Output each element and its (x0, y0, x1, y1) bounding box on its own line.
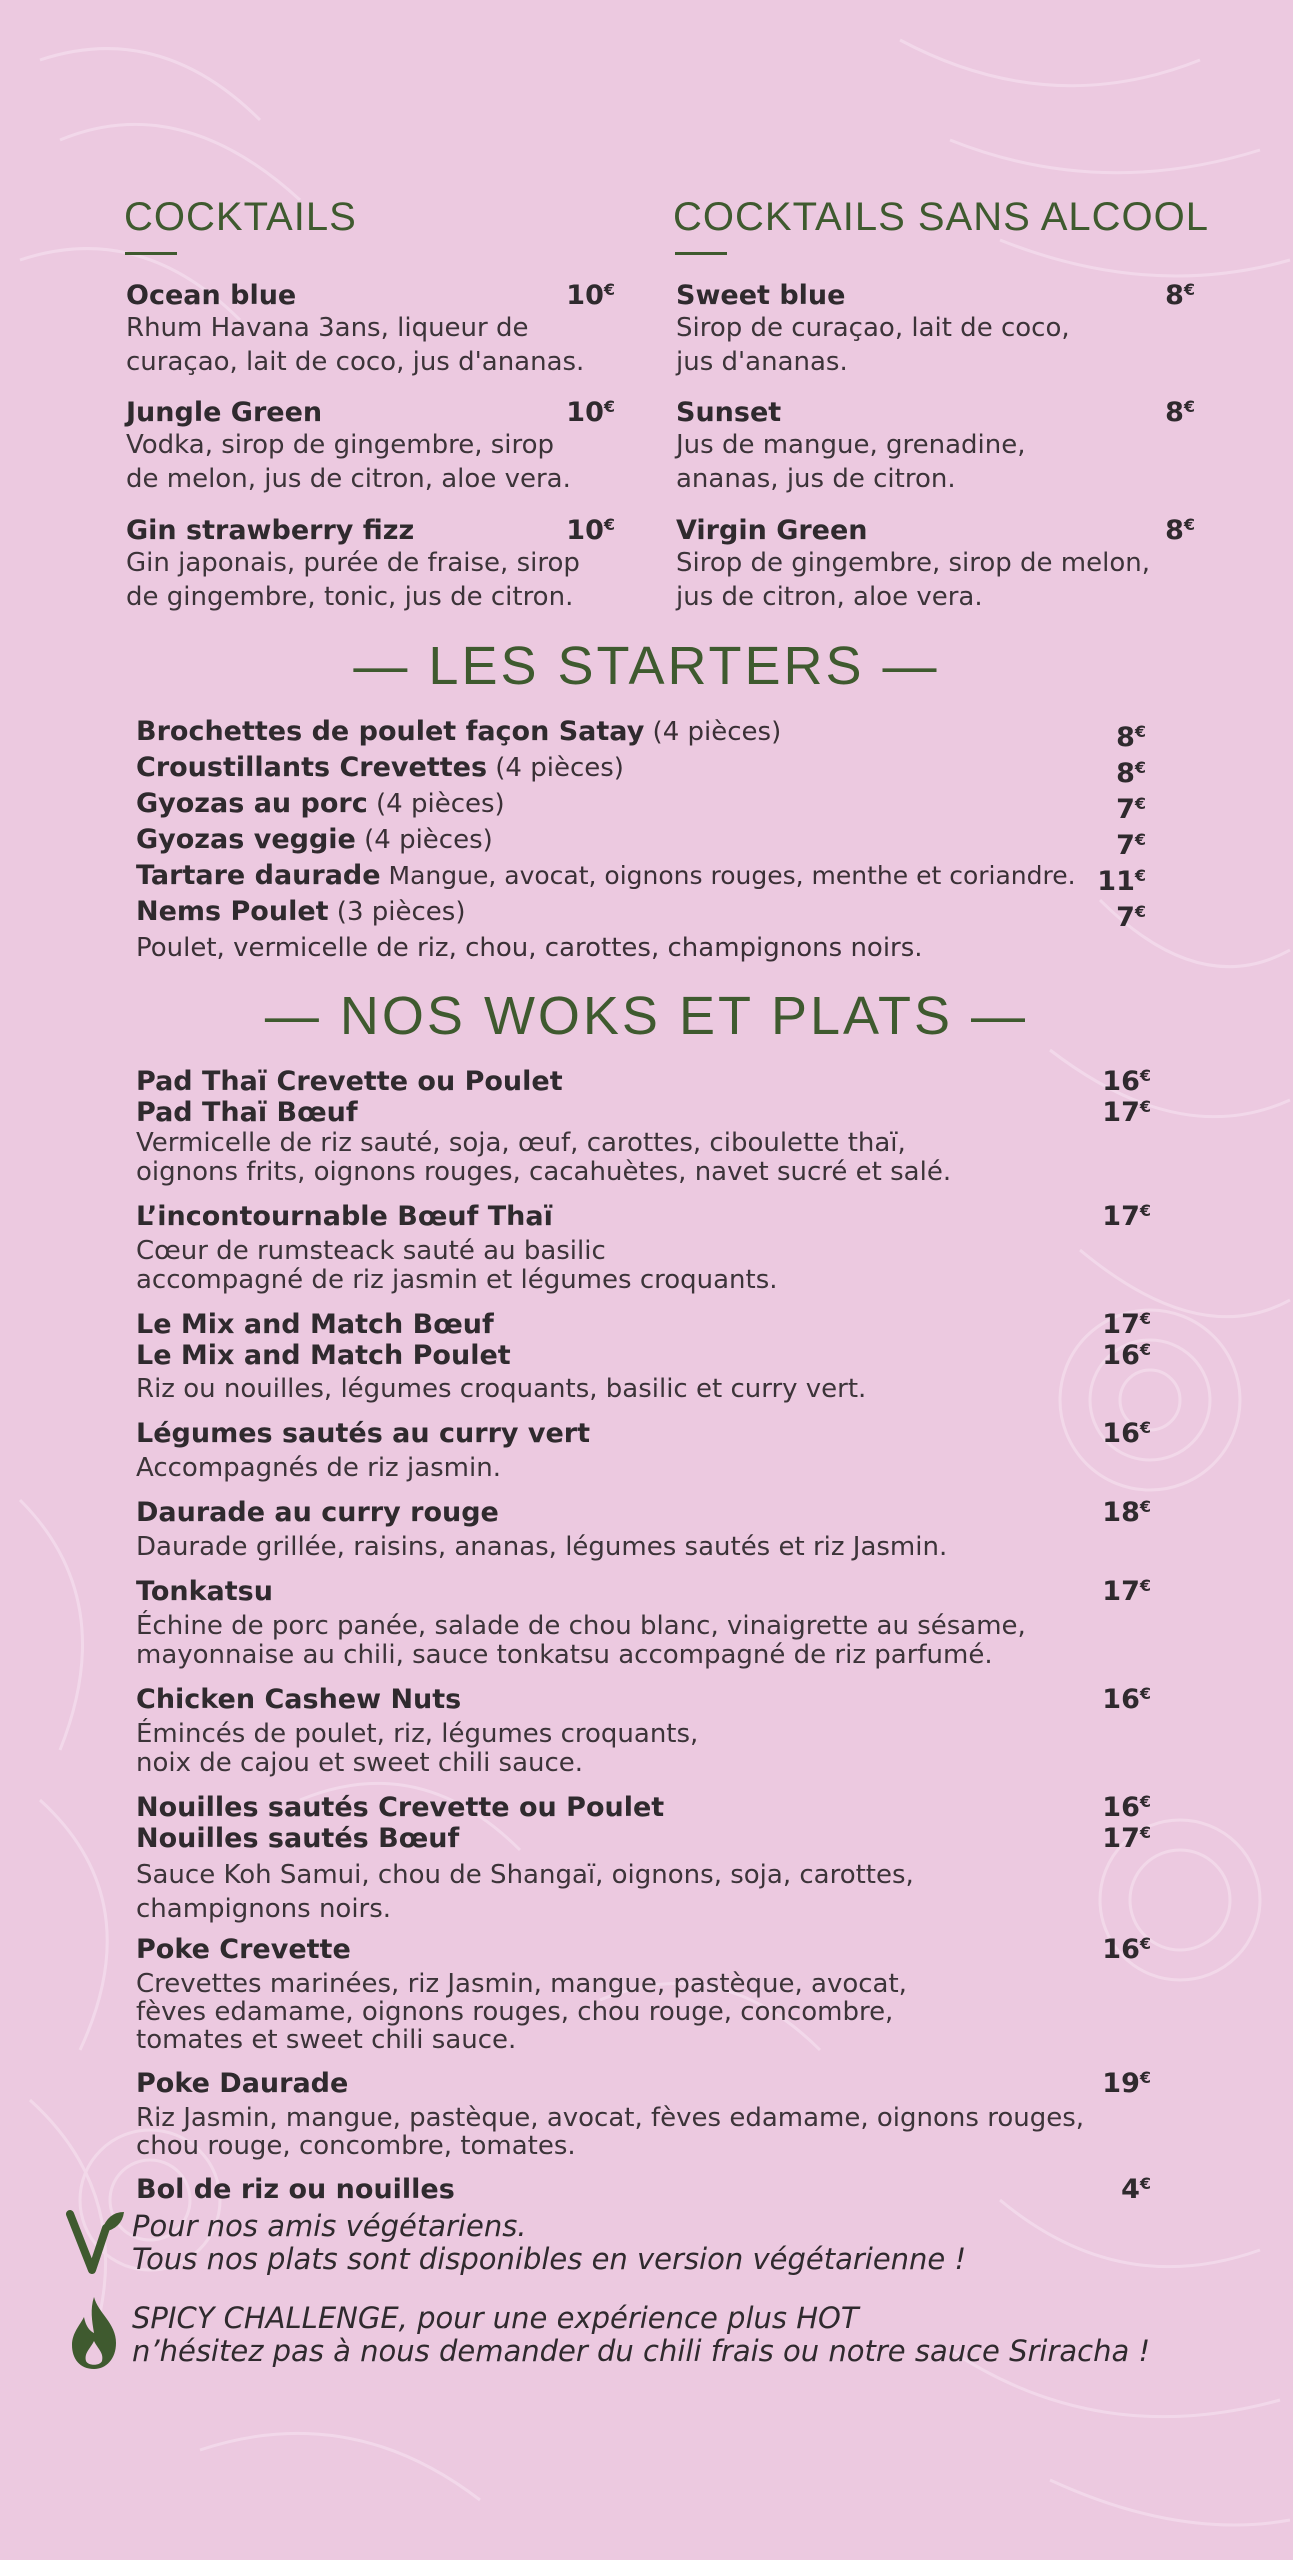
item-desc: ananas, jus de citron. (676, 464, 956, 494)
wok-desc: Vermicelle de riz sauté, soja, œuf, carottes, ciboulette thaï, (136, 1128, 906, 1158)
item-desc: curaçao, lait de coco, jus d'ananas. (126, 347, 585, 377)
wok-row: Daurade au curry rouge 18€ (136, 1497, 1151, 1528)
mocktail-item (676, 515, 1196, 614)
wok-desc: Sauce Koh Samui, chou de Shangaï, oignons, soja, carottes, (136, 1860, 914, 1890)
wok-desc: chou rouge, concombre, tomates. (136, 2131, 576, 2161)
starter-row: Gyozas veggie (4 pièces) 7€ (136, 824, 1146, 861)
spicy-note-line2: n’hésitez pas à nous demander du chili frais ou notre sauce Sriracha ! (132, 2334, 1151, 2368)
wok-row: Le Mix and Match Poulet 16€ (136, 1340, 1151, 1371)
cocktails-title: COCKTAILS (124, 195, 357, 239)
starter-row: Brochettes de poulet façon Satay (4 pièces) 8€ (136, 716, 1146, 753)
item-desc: Gin japonais, purée de fraise, sirop (126, 548, 580, 578)
woks-list (136, 1066, 1151, 2210)
item-name: Virgin Green (676, 515, 868, 546)
item-desc: Rhum Havana 3ans, liqueur de (126, 313, 529, 343)
item-desc: Jus de mangue, grenadine, (676, 430, 1026, 460)
item-desc: de melon, jus de citron, aloe vera. (126, 464, 571, 494)
nems-desc: Poulet, vermicelle de riz, chou, carottes, champignons noirs. (136, 933, 923, 963)
item-name: Gin strawberry fizz (126, 515, 415, 546)
wok-desc: Riz ou nouilles, légumes croquants, basilic et curry vert. (136, 1374, 867, 1404)
wok-row: Le Mix and Match Bœuf 17€ (136, 1309, 1151, 1340)
mocktail-item (676, 280, 1196, 379)
item-desc: Sirop de curaçao, lait de coco, (676, 313, 1070, 343)
flame-icon (68, 2295, 120, 2371)
wok-desc: Cœur de rumsteack sauté au basilic (136, 1236, 606, 1266)
wok-row: Légumes sautés au curry vert 16€ (136, 1418, 1151, 1449)
wok-row: Pad Thaï Bœuf 17€ (136, 1097, 1151, 1128)
item-name: Jungle Green (126, 397, 323, 428)
item-price: 8€ (1165, 280, 1195, 311)
item-price: 8€ (1165, 397, 1195, 428)
wok-row: Poke Daurade 19€ (136, 2068, 1151, 2099)
item-desc: Vodka, sirop de gingembre, sirop (126, 430, 555, 460)
wok-desc: Riz Jasmin, mangue, pastèque, avocat, fèves edamame, oignons rouges, (136, 2103, 1085, 2133)
wok-row: Bol de riz ou nouilles 4€ (136, 2174, 1151, 2205)
wok-row: Tonkatsu 17€ (136, 1576, 1151, 1607)
wok-desc: accompagné de riz jasmin et légumes croquants. (136, 1265, 778, 1295)
mocktail-item (676, 397, 1196, 496)
starters-title: — LES STARTERS — (353, 636, 940, 696)
starters-list (136, 714, 1146, 966)
wok-desc: mayonnaise au chili, sauce tonkatsu accompagné de riz parfumé. (136, 1640, 993, 1670)
wok-desc: champignons noirs. (136, 1894, 392, 1924)
woks-title: — NOS WOKS ET PLATS — (264, 986, 1029, 1046)
starter-row: Gyozas au porc (4 pièces) 7€ (136, 788, 1146, 825)
item-name: Sweet blue (676, 280, 846, 311)
cocktails-underline (125, 252, 177, 255)
starter-row: Croustillants Crevettes (4 pièces) 8€ (136, 752, 1146, 789)
spicy-note-line1: SPICY CHALLENGE, pour une expérience plus HOT (132, 2301, 859, 2335)
starter-row: Tartare daurade Mangue, avocat, oignons rouges, menthe et coriandre. 11€ (136, 860, 1146, 897)
item-price: 10€ (566, 515, 615, 546)
wok-desc: Daurade grillée, raisins, ananas, légumes sautés et riz Jasmin. (136, 1532, 948, 1562)
wok-desc: Accompagnés de riz jasmin. (136, 1453, 501, 1483)
vegetarian-icon (66, 2208, 126, 2274)
wok-row: Nouilles sautés Bœuf 17€ (136, 1823, 1151, 1854)
starter-row: Nems Poulet (3 pièces) 7€ (136, 896, 1146, 933)
wok-desc: Émincés de poulet, riz, légumes croquants, (136, 1719, 699, 1749)
item-desc: de gingembre, tonic, jus de citron. (126, 582, 574, 612)
item-desc: jus de citron, aloe vera. (676, 582, 983, 612)
mocktails-underline (675, 252, 727, 255)
wok-row: L’incontournable Bœuf Thaï 17€ (136, 1201, 1151, 1232)
veg-note-line1: Pour nos amis végétariens. (132, 2209, 527, 2243)
item-price: 10€ (566, 280, 615, 311)
wok-desc: tomates et sweet chili sauce. (136, 2025, 517, 2055)
item-name: Ocean blue (126, 280, 297, 311)
wok-desc: oignons frits, oignons rouges, cacahuètes, navet sucré et salé. (136, 1157, 952, 1187)
item-desc: Sirop de gingembre, sirop de melon, (676, 548, 1150, 578)
wok-row: Nouilles sautés Crevette ou Poulet 16€ (136, 1792, 1151, 1823)
item-price: 10€ (566, 397, 615, 428)
item-name: Sunset (676, 397, 782, 428)
wok-desc: Crevettes marinées, riz Jasmin, mangue, pastèque, avocat, (136, 1969, 907, 1999)
item-desc: jus d'ananas. (676, 347, 848, 377)
item-price: 8€ (1165, 515, 1195, 546)
wok-row: Chicken Cashew Nuts 16€ (136, 1684, 1151, 1715)
wok-desc: Échine de porc panée, salade de chou blanc, vinaigrette au sésame, (136, 1611, 1026, 1641)
mocktails-title: COCKTAILS SANS ALCOOL (673, 195, 1209, 239)
wok-row: Pad Thaï Crevette ou Poulet 16€ (136, 1066, 1151, 1097)
wok-desc: fèves edamame, oignons rouges, chou rouge, concombre, (136, 1997, 894, 2027)
wok-row: Poke Crevette 16€ (136, 1934, 1151, 1965)
wok-desc: noix de cajou et sweet chili sauce. (136, 1748, 584, 1778)
veg-note-line2: Tous nos plats sont disponibles en version végétarienne ! (132, 2242, 967, 2276)
